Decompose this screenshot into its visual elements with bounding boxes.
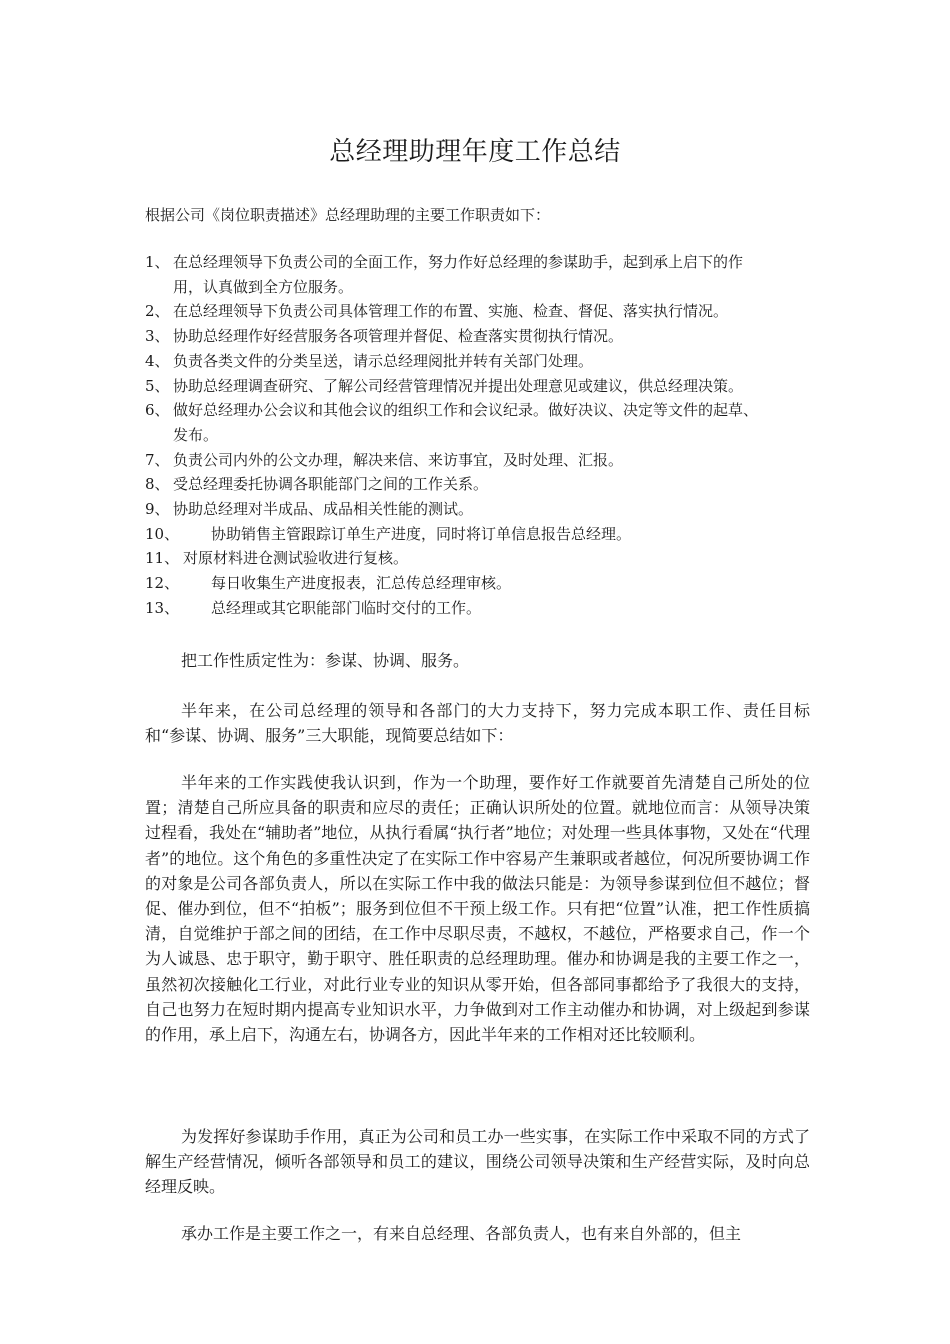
list-number: 5、 <box>145 376 170 395</box>
list-number: 6、 <box>145 401 170 420</box>
list-number: 11、 <box>145 549 180 568</box>
list-text: 在总经理领导下负责公司具体管理工作的布置、实施、检查、督促、落实执行情况。 <box>173 302 729 321</box>
list-text: 协助总经理对半成品、成品相关性能的测试。 <box>173 500 474 519</box>
list-text: 协助总经理调查研究、了解公司经营管理情况并提出处理意见或建议，供总经理决策。 <box>173 376 744 395</box>
list-text-continued: 用，认真做到全方位服务。 <box>173 277 354 296</box>
list-number: 9、 <box>145 500 170 519</box>
list-item <box>145 571 810 596</box>
list-item <box>145 596 810 621</box>
paragraph-overview: 半年来，在公司总经理的领导和各部门的大力支持下，努力完成本职工作、责任目标和“参谋、协调、服务”三大职能，现简要总结如下： <box>145 701 810 746</box>
list-item <box>145 299 810 324</box>
document-title: 总经理助理年度工作总结 <box>329 137 621 167</box>
list-number: 12、 <box>145 574 180 593</box>
list-text: 协助销售主管跟踪订单生产进度，同时将订单信息报告总经理。 <box>211 524 632 543</box>
list-text: 对原材料进仓测试验收进行复核。 <box>183 549 409 568</box>
list-item <box>145 324 810 349</box>
list-item <box>145 497 810 522</box>
list-number: 10、 <box>145 524 180 543</box>
list-text: 协助总经理作好经营服务各项管理并督促、检查落实贯彻执行情况。 <box>173 327 624 346</box>
list-number: 2、 <box>145 302 170 321</box>
list-number: 1、 <box>145 253 170 271</box>
list-number: 7、 <box>145 450 170 469</box>
list-text: 负责公司内外的公文办理，解决来信、来访事宜，及时处理、汇报。 <box>173 450 624 469</box>
list-number: 8、 <box>145 475 170 494</box>
list-text: 每日收集生产进度报表，汇总传总经理审核。 <box>211 574 512 593</box>
list-text: 做好总经理办公会议和其他会议的组织工作和会议纪录。做好决议、决定等文件的起草、 <box>173 401 759 420</box>
list-text: 负责各类文件的分类呈送，请示总经理阅批并转有关部门处理。 <box>173 351 594 370</box>
list-item <box>145 250 810 299</box>
list-item <box>145 349 810 374</box>
list-item <box>145 448 810 473</box>
list-text: 总经理或其它职能部门临时交付的工作。 <box>211 598 482 617</box>
list-text: 受总经理委托协调各职能部门之间的工作关系。 <box>173 475 489 494</box>
intro-line: 根据公司《岗位职责描述》总经理助理的主要工作职责如下： <box>145 206 551 224</box>
list-number: 3、 <box>145 327 170 346</box>
list-item <box>145 398 810 447</box>
duty-list <box>145 250 810 621</box>
list-text: 在总经理领导下负责公司的全面工作，努力作好总经理的参谋助手，起到承上启下的作 <box>173 253 744 271</box>
paragraph-advisor-role: 为发挥好参谋助手作用，真正为公司和员工办一些实事，在实际工作中采取不同的方式了解生产经营情况，倾听各部领导和员工的建议，围绕公司领导决策和生产经营实际，及时向总经理反映。 <box>145 1127 810 1197</box>
list-item <box>145 522 810 547</box>
paragraph-undertaking: 承办工作是主要工作之一，有来自总经理、各部负责人，也有来自外部的，但主 <box>181 1224 742 1243</box>
list-item <box>145 546 810 571</box>
paragraph-reflection: 半年来的工作实践使我认识到，作为一个助理，要作好工作就要首先清楚自己所处的位置；清楚自己所应具备的职责和应尽的责任；正确认识所处的位置。就地位而言：从领导决策过程看，我处在“辅助者”地位，从执行看属“执行者”地位；对处理一些具体事物，又处在“代理者”的地位。这个角色的多重性决定了在实际工作中容易产生兼职或者越位，何况所要协调工作的对象是公司各部负责人，所以在实际工作中我的做法只能是：为领导参谋到位但不越位；督促、催办到位，但不“拍板”；服务到位但不干预上级工作。只有把“位置”认准，把工作性质搞清，自觉维护于部之间的团结，在工作中尽职尽责，不越权，不越位，严格要求自己，作一个为人诚恳、忠于职守，勤于职守、胜任职责的总经理助理。催办和协调是我的主要工作之一，虽然初次接触化工行业，对此行业专业的知识从零开始，但各部同事都给予了我很大的支持，自己也努力在短时期内提高专业知识水平，力争做到对工作主动催办和协调，对上级起到参谋的作用，承上启下，沟通左右，协调各方，因此半年来的工作相对还比较顺利。 <box>145 773 810 1045</box>
list-text-continued: 发布。 <box>173 425 219 444</box>
list-item <box>145 374 810 399</box>
list-item <box>145 472 810 497</box>
list-number: 13、 <box>145 598 180 617</box>
list-number: 4、 <box>145 351 170 370</box>
paragraph-nature: 把工作性质定性为：参谋、协调、服务。 <box>181 651 470 670</box>
